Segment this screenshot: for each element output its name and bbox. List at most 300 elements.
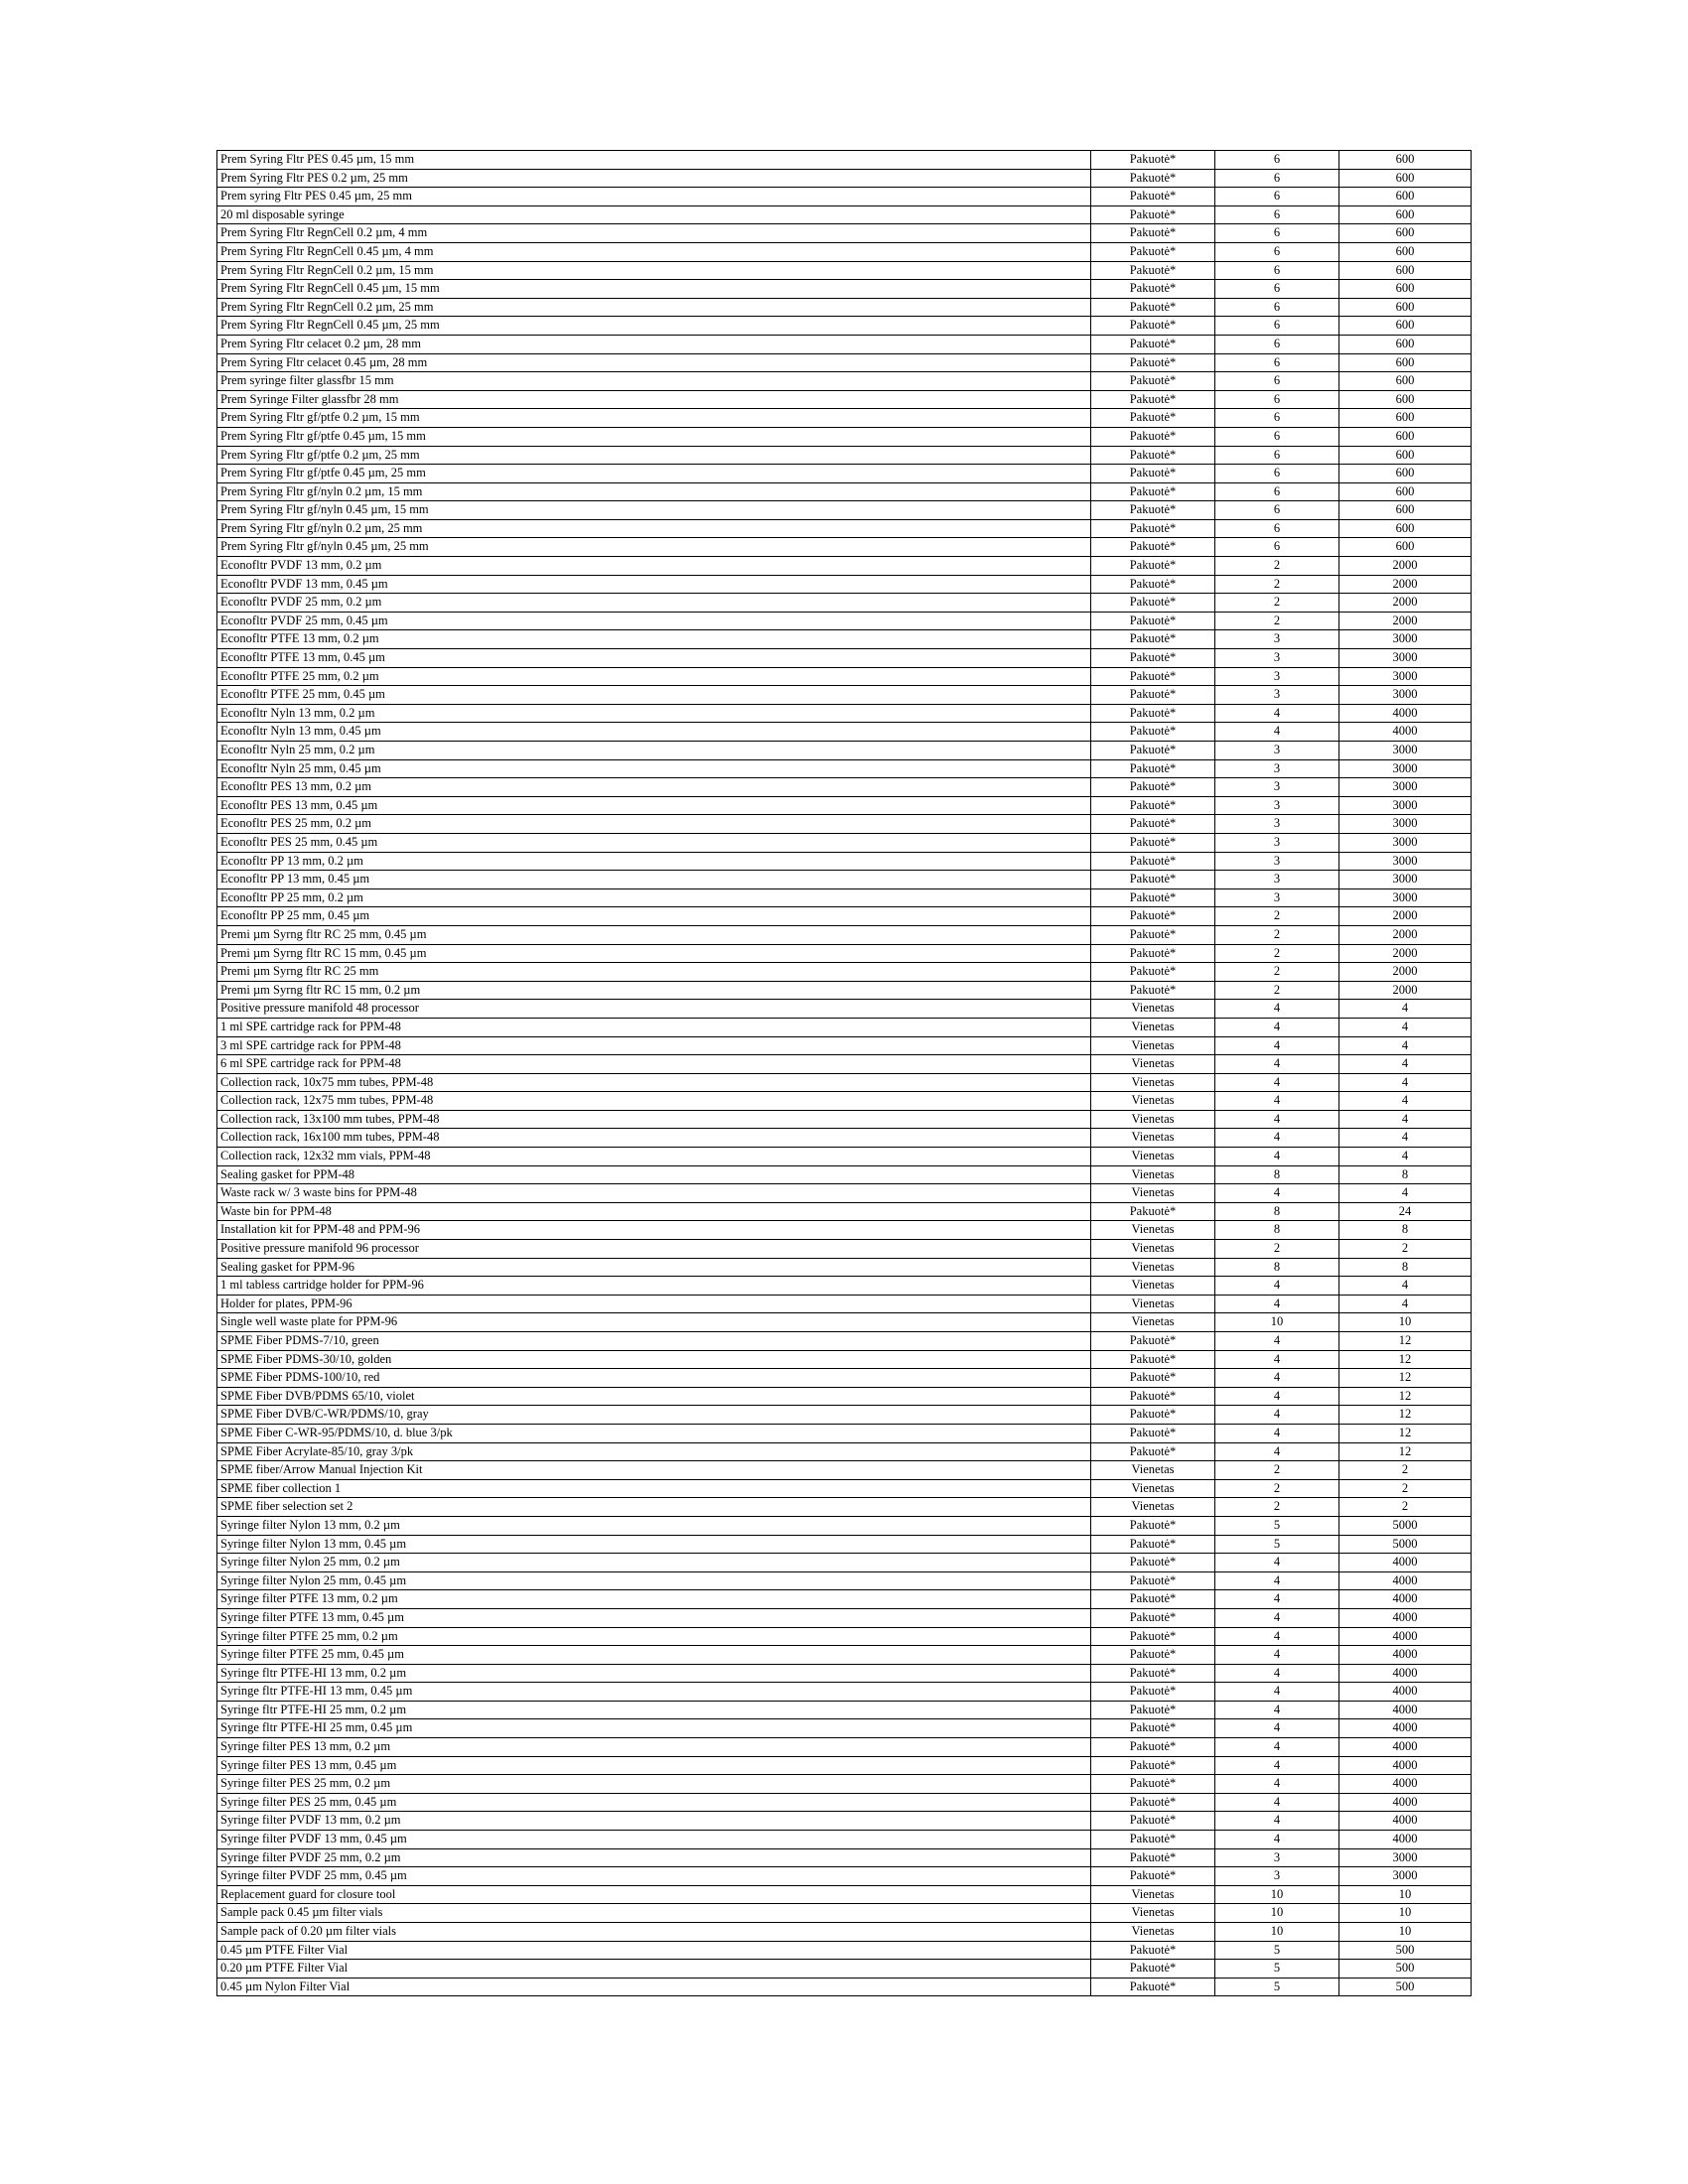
- quantity-cell: 4: [1215, 1148, 1339, 1166]
- product-name-cell: Econofltr PTFE 13 mm, 0.45 µm: [217, 649, 1091, 668]
- product-name-cell: Syringe filter Nylon 13 mm, 0.45 µm: [217, 1535, 1091, 1554]
- product-name-cell: 0.45 µm PTFE Filter Vial: [217, 1941, 1091, 1960]
- unit-cell: Pakuotė*: [1091, 353, 1215, 372]
- unit-cell: Vienetas: [1091, 1885, 1215, 1904]
- product-name-cell: Collection rack, 16x100 mm tubes, PPM-48: [217, 1129, 1091, 1148]
- unit-cell: Pakuotė*: [1091, 963, 1215, 982]
- table-row: [217, 925, 1472, 944]
- table-row: [217, 1571, 1472, 1590]
- quantity-cell: 6: [1215, 261, 1339, 280]
- quantity-cell: 2: [1215, 612, 1339, 630]
- product-name-cell: SPME Fiber DVB/PDMS 65/10, violet: [217, 1387, 1091, 1406]
- table-row: [217, 1554, 1472, 1572]
- table-row: [217, 465, 1472, 483]
- total-cell: 3000: [1339, 759, 1472, 778]
- table-row: [217, 1608, 1472, 1627]
- quantity-cell: 3: [1215, 888, 1339, 907]
- table-row: [217, 1627, 1472, 1646]
- quantity-cell: 4: [1215, 1000, 1339, 1019]
- product-name-cell: Prem Syring Fltr RegnCell 0.45 µm, 25 mm: [217, 317, 1091, 336]
- table-row: [217, 1683, 1472, 1702]
- unit-cell: Pakuotė*: [1091, 852, 1215, 871]
- total-cell: 3000: [1339, 815, 1472, 834]
- quantity-cell: 2: [1215, 944, 1339, 963]
- quantity-cell: 10: [1215, 1313, 1339, 1332]
- product-name-cell: Prem Syringe Filter glassfbr 28 mm: [217, 390, 1091, 409]
- product-name-cell: Waste bin for PPM-48: [217, 1202, 1091, 1221]
- total-cell: 2000: [1339, 594, 1472, 613]
- unit-cell: Vienetas: [1091, 1313, 1215, 1332]
- unit-cell: Pakuotė*: [1091, 907, 1215, 926]
- product-name-cell: Premi µm Syrng fltr RC 15 mm, 0.45 µm: [217, 944, 1091, 963]
- unit-cell: Pakuotė*: [1091, 815, 1215, 834]
- quantity-cell: 6: [1215, 317, 1339, 336]
- product-name-cell: Econofltr PES 13 mm, 0.2 µm: [217, 778, 1091, 797]
- quantity-cell: 2: [1215, 981, 1339, 1000]
- quantity-cell: 3: [1215, 778, 1339, 797]
- unit-cell: Pakuotė*: [1091, 575, 1215, 594]
- total-cell: 4000: [1339, 1590, 1472, 1609]
- quantity-cell: 4: [1215, 1406, 1339, 1425]
- table-row: [217, 1165, 1472, 1184]
- total-cell: 3000: [1339, 833, 1472, 852]
- table-row: [217, 317, 1472, 336]
- unit-cell: Vienetas: [1091, 1904, 1215, 1923]
- table-row: [217, 1516, 1472, 1535]
- table-row: [217, 280, 1472, 299]
- quantity-cell: 10: [1215, 1923, 1339, 1942]
- total-cell: 10: [1339, 1904, 1472, 1923]
- product-name-cell: Positive pressure manifold 48 processor: [217, 1000, 1091, 1019]
- quantity-cell: 4: [1215, 1590, 1339, 1609]
- unit-cell: Pakuotė*: [1091, 317, 1215, 336]
- unit-cell: Pakuotė*: [1091, 465, 1215, 483]
- product-name-cell: Single well waste plate for PPM-96: [217, 1313, 1091, 1332]
- product-name-cell: Econofltr PP 13 mm, 0.45 µm: [217, 871, 1091, 889]
- quantity-cell: 4: [1215, 1646, 1339, 1665]
- quantity-cell: 3: [1215, 742, 1339, 760]
- product-name-cell: Syringe fltr PTFE-HI 13 mm, 0.45 µm: [217, 1683, 1091, 1702]
- unit-cell: Vienetas: [1091, 1055, 1215, 1074]
- product-name-cell: Replacement guard for closure tool: [217, 1885, 1091, 1904]
- quantity-cell: 4: [1215, 1775, 1339, 1794]
- unit-cell: Vienetas: [1091, 1110, 1215, 1129]
- quantity-cell: 3: [1215, 759, 1339, 778]
- product-name-cell: Syringe filter PVDF 25 mm, 0.2 µm: [217, 1848, 1091, 1867]
- product-name-cell: Prem Syring Fltr RegnCell 0.2 µm, 4 mm: [217, 224, 1091, 243]
- quantity-cell: 3: [1215, 667, 1339, 686]
- total-cell: 3000: [1339, 1867, 1472, 1886]
- total-cell: 2: [1339, 1498, 1472, 1517]
- total-cell: 5000: [1339, 1516, 1472, 1535]
- unit-cell: Pakuotė*: [1091, 224, 1215, 243]
- quantity-cell: 6: [1215, 501, 1339, 520]
- quantity-cell: 2: [1215, 1461, 1339, 1480]
- total-cell: 600: [1339, 298, 1472, 317]
- total-cell: 2000: [1339, 557, 1472, 576]
- total-cell: 12: [1339, 1332, 1472, 1351]
- quantity-cell: 6: [1215, 335, 1339, 353]
- total-cell: 12: [1339, 1369, 1472, 1388]
- unit-cell: Vienetas: [1091, 1221, 1215, 1240]
- total-cell: 4000: [1339, 1571, 1472, 1590]
- table-row: [217, 1812, 1472, 1831]
- total-cell: 4: [1339, 1148, 1472, 1166]
- table-row: [217, 981, 1472, 1000]
- unit-cell: Pakuotė*: [1091, 1646, 1215, 1665]
- unit-cell: Vienetas: [1091, 1018, 1215, 1036]
- product-name-cell: Syringe filter PTFE 13 mm, 0.45 µm: [217, 1608, 1091, 1627]
- table-row: [217, 1923, 1472, 1942]
- table-row: [217, 963, 1472, 982]
- unit-cell: Pakuotė*: [1091, 1719, 1215, 1738]
- total-cell: 10: [1339, 1923, 1472, 1942]
- product-name-cell: Syringe filter PES 25 mm, 0.2 µm: [217, 1775, 1091, 1794]
- table-row: [217, 427, 1472, 446]
- total-cell: 600: [1339, 169, 1472, 188]
- total-cell: 600: [1339, 280, 1472, 299]
- product-name-cell: Prem Syring Fltr gf/ptfe 0.2 µm, 25 mm: [217, 446, 1091, 465]
- unit-cell: Pakuotė*: [1091, 205, 1215, 224]
- unit-cell: Pakuotė*: [1091, 778, 1215, 797]
- table-row: [217, 538, 1472, 557]
- table-row: [217, 205, 1472, 224]
- quantity-cell: 4: [1215, 1424, 1339, 1442]
- unit-cell: Pakuotė*: [1091, 409, 1215, 428]
- product-name-cell: Prem syringe filter glassfbr 15 mm: [217, 372, 1091, 391]
- total-cell: 600: [1339, 151, 1472, 170]
- product-name-cell: Prem Syring Fltr gf/ptfe 0.2 µm, 15 mm: [217, 409, 1091, 428]
- product-name-cell: 6 ml SPE cartridge rack for PPM-48: [217, 1055, 1091, 1074]
- product-name-cell: Prem Syring Fltr RegnCell 0.45 µm, 4 mm: [217, 242, 1091, 261]
- product-name-cell: Econofltr PVDF 25 mm, 0.45 µm: [217, 612, 1091, 630]
- total-cell: 4000: [1339, 1683, 1472, 1702]
- total-cell: 4000: [1339, 1664, 1472, 1683]
- total-cell: 10: [1339, 1313, 1472, 1332]
- total-cell: 3000: [1339, 888, 1472, 907]
- table-row: [217, 1406, 1472, 1425]
- product-name-cell: Collection rack, 13x100 mm tubes, PPM-48: [217, 1110, 1091, 1129]
- table-row: [217, 871, 1472, 889]
- product-name-cell: Premi µm Syrng fltr RC 15 mm, 0.2 µm: [217, 981, 1091, 1000]
- table-row: [217, 1129, 1472, 1148]
- table-row: [217, 1719, 1472, 1738]
- total-cell: 3000: [1339, 871, 1472, 889]
- total-cell: 600: [1339, 409, 1472, 428]
- unit-cell: Pakuotė*: [1091, 1535, 1215, 1554]
- table-row: [217, 1369, 1472, 1388]
- quantity-cell: 6: [1215, 280, 1339, 299]
- table-row: [217, 151, 1472, 170]
- table-row: [217, 907, 1472, 926]
- table-row: [217, 649, 1472, 668]
- product-name-cell: Prem Syring Fltr RegnCell 0.2 µm, 15 mm: [217, 261, 1091, 280]
- total-cell: 8: [1339, 1165, 1472, 1184]
- table-row: [217, 519, 1472, 538]
- unit-cell: Pakuotė*: [1091, 667, 1215, 686]
- quantity-cell: 4: [1215, 1092, 1339, 1111]
- quantity-cell: 6: [1215, 224, 1339, 243]
- product-name-cell: Syringe filter PTFE 25 mm, 0.45 µm: [217, 1646, 1091, 1665]
- product-name-cell: Prem syring Fltr PES 0.45 µm, 25 mm: [217, 188, 1091, 206]
- quantity-cell: 6: [1215, 519, 1339, 538]
- quantity-cell: 3: [1215, 1867, 1339, 1886]
- total-cell: 3000: [1339, 686, 1472, 705]
- quantity-cell: 3: [1215, 852, 1339, 871]
- quantity-cell: 4: [1215, 1055, 1339, 1074]
- product-name-cell: Prem Syring Fltr PES 0.45 µm, 15 mm: [217, 151, 1091, 170]
- product-name-cell: Econofltr PTFE 25 mm, 0.45 µm: [217, 686, 1091, 705]
- unit-cell: Pakuotė*: [1091, 1590, 1215, 1609]
- table-row: [217, 1590, 1472, 1609]
- table-row: [217, 298, 1472, 317]
- product-name-cell: Econofltr Nyln 13 mm, 0.2 µm: [217, 704, 1091, 723]
- table-row: [217, 1461, 1472, 1480]
- total-cell: 3000: [1339, 649, 1472, 668]
- table-row: [217, 833, 1472, 852]
- table-row: [217, 1092, 1472, 1111]
- quantity-cell: 6: [1215, 151, 1339, 170]
- product-name-cell: Syringe filter PTFE 13 mm, 0.2 µm: [217, 1590, 1091, 1609]
- product-name-cell: Syringe filter PVDF 25 mm, 0.45 µm: [217, 1867, 1091, 1886]
- product-name-cell: Prem Syring Fltr gf/nyln 0.2 µm, 25 mm: [217, 519, 1091, 538]
- quantity-cell: 3: [1215, 833, 1339, 852]
- unit-cell: Pakuotė*: [1091, 1387, 1215, 1406]
- total-cell: 4: [1339, 1110, 1472, 1129]
- quantity-cell: 4: [1215, 1738, 1339, 1757]
- unit-cell: Pakuotė*: [1091, 1571, 1215, 1590]
- unit-cell: Pakuotė*: [1091, 1406, 1215, 1425]
- quantity-cell: 2: [1215, 925, 1339, 944]
- quantity-cell: 4: [1215, 1332, 1339, 1351]
- quantity-cell: 6: [1215, 188, 1339, 206]
- table-row: [217, 446, 1472, 465]
- product-name-cell: Econofltr Nyln 13 mm, 0.45 µm: [217, 723, 1091, 742]
- quantity-cell: 3: [1215, 686, 1339, 705]
- unit-cell: Vienetas: [1091, 1258, 1215, 1277]
- product-name-cell: SPME Fiber PDMS-100/10, red: [217, 1369, 1091, 1388]
- product-name-cell: Sealing gasket for PPM-96: [217, 1258, 1091, 1277]
- unit-cell: Pakuotė*: [1091, 169, 1215, 188]
- total-cell: 600: [1339, 465, 1472, 483]
- total-cell: 4: [1339, 1055, 1472, 1074]
- quantity-cell: 4: [1215, 1295, 1339, 1313]
- quantity-cell: 4: [1215, 1387, 1339, 1406]
- unit-cell: Pakuotė*: [1091, 888, 1215, 907]
- table-row: [217, 501, 1472, 520]
- table-row: [217, 1036, 1472, 1055]
- table-row: [217, 1831, 1472, 1849]
- total-cell: 8: [1339, 1221, 1472, 1240]
- unit-cell: Pakuotė*: [1091, 759, 1215, 778]
- total-cell: 4000: [1339, 1756, 1472, 1775]
- table-row: [217, 335, 1472, 353]
- table-row: [217, 224, 1472, 243]
- table-row: [217, 169, 1472, 188]
- total-cell: 4: [1339, 1073, 1472, 1092]
- product-name-cell: Syringe fltr PTFE-HI 13 mm, 0.2 µm: [217, 1664, 1091, 1683]
- total-cell: 500: [1339, 1941, 1472, 1960]
- product-name-cell: Syringe filter PES 13 mm, 0.2 µm: [217, 1738, 1091, 1757]
- table-row: [217, 1775, 1472, 1794]
- total-cell: 500: [1339, 1978, 1472, 1996]
- quantity-cell: 4: [1215, 1350, 1339, 1369]
- table-row: [217, 630, 1472, 649]
- product-name-cell: Syringe filter PVDF 13 mm, 0.45 µm: [217, 1831, 1091, 1849]
- table-row: [217, 261, 1472, 280]
- table-row: [217, 1442, 1472, 1461]
- unit-cell: Vienetas: [1091, 1184, 1215, 1203]
- total-cell: 600: [1339, 335, 1472, 353]
- unit-cell: Vienetas: [1091, 1240, 1215, 1259]
- total-cell: 2000: [1339, 944, 1472, 963]
- total-cell: 600: [1339, 224, 1472, 243]
- quantity-cell: 4: [1215, 1554, 1339, 1572]
- table-row: [217, 667, 1472, 686]
- total-cell: 2000: [1339, 925, 1472, 944]
- total-cell: 600: [1339, 317, 1472, 336]
- total-cell: 600: [1339, 446, 1472, 465]
- quantity-cell: 3: [1215, 649, 1339, 668]
- quantity-cell: 2: [1215, 594, 1339, 613]
- table-row: [217, 1978, 1472, 1996]
- total-cell: 3000: [1339, 1848, 1472, 1867]
- table-row: [217, 742, 1472, 760]
- quantity-cell: 5: [1215, 1960, 1339, 1979]
- product-name-cell: Prem Syring Fltr gf/ptfe 0.45 µm, 25 mm: [217, 465, 1091, 483]
- unit-cell: Vienetas: [1091, 1148, 1215, 1166]
- unit-cell: Vienetas: [1091, 1923, 1215, 1942]
- unit-cell: Pakuotė*: [1091, 298, 1215, 317]
- unit-cell: Pakuotė*: [1091, 1664, 1215, 1683]
- quantity-cell: 6: [1215, 169, 1339, 188]
- quantity-cell: 2: [1215, 575, 1339, 594]
- unit-cell: Pakuotė*: [1091, 1332, 1215, 1351]
- unit-cell: Pakuotė*: [1091, 944, 1215, 963]
- unit-cell: Vienetas: [1091, 1165, 1215, 1184]
- table-row: [217, 612, 1472, 630]
- total-cell: 600: [1339, 261, 1472, 280]
- unit-cell: Vienetas: [1091, 1073, 1215, 1092]
- unit-cell: Vienetas: [1091, 1092, 1215, 1111]
- unit-cell: Vienetas: [1091, 1036, 1215, 1055]
- total-cell: 4: [1339, 1036, 1472, 1055]
- unit-cell: Pakuotė*: [1091, 1738, 1215, 1757]
- unit-cell: Pakuotė*: [1091, 390, 1215, 409]
- quantity-cell: 3: [1215, 815, 1339, 834]
- unit-cell: Pakuotė*: [1091, 649, 1215, 668]
- quantity-cell: 6: [1215, 353, 1339, 372]
- product-name-cell: Sample pack 0.45 µm filter vials: [217, 1904, 1091, 1923]
- product-name-cell: Prem Syring Fltr gf/ptfe 0.45 µm, 15 mm: [217, 427, 1091, 446]
- unit-cell: Pakuotė*: [1091, 630, 1215, 649]
- unit-cell: Pakuotė*: [1091, 1812, 1215, 1831]
- table-row: [217, 686, 1472, 705]
- table-row: [217, 1295, 1472, 1313]
- product-name-cell: Prem Syring Fltr celacet 0.45 µm, 28 mm: [217, 353, 1091, 372]
- product-name-cell: SPME fiber selection set 2: [217, 1498, 1091, 1517]
- table-row: [217, 1313, 1472, 1332]
- product-name-cell: Sample pack of 0.20 µm filter vials: [217, 1923, 1091, 1942]
- quantity-cell: 5: [1215, 1535, 1339, 1554]
- product-name-cell: SPME fiber/Arrow Manual Injection Kit: [217, 1461, 1091, 1480]
- unit-cell: Vienetas: [1091, 1277, 1215, 1296]
- table-row: [217, 575, 1472, 594]
- table-row: [217, 1055, 1472, 1074]
- table-row: [217, 1424, 1472, 1442]
- quantity-cell: 6: [1215, 372, 1339, 391]
- unit-cell: Vienetas: [1091, 1000, 1215, 1019]
- quantity-cell: 4: [1215, 1756, 1339, 1775]
- table-row: [217, 594, 1472, 613]
- quantity-cell: 2: [1215, 1479, 1339, 1498]
- table-row: [217, 372, 1472, 391]
- table-row: [217, 1867, 1472, 1886]
- total-cell: 4: [1339, 1295, 1472, 1313]
- unit-cell: Pakuotė*: [1091, 1516, 1215, 1535]
- unit-cell: Pakuotė*: [1091, 372, 1215, 391]
- total-cell: 3000: [1339, 796, 1472, 815]
- unit-cell: Pakuotė*: [1091, 833, 1215, 852]
- total-cell: 3000: [1339, 778, 1472, 797]
- product-name-cell: 1 ml SPE cartridge rack for PPM-48: [217, 1018, 1091, 1036]
- unit-cell: Pakuotė*: [1091, 594, 1215, 613]
- table-row: [217, 1184, 1472, 1203]
- product-name-cell: Collection rack, 12x32 mm vials, PPM-48: [217, 1148, 1091, 1166]
- quantity-cell: 4: [1215, 1369, 1339, 1388]
- unit-cell: Pakuotė*: [1091, 981, 1215, 1000]
- total-cell: 4000: [1339, 1831, 1472, 1849]
- product-name-cell: Syringe filter Nylon 13 mm, 0.2 µm: [217, 1516, 1091, 1535]
- product-name-cell: Econofltr PVDF 13 mm, 0.45 µm: [217, 575, 1091, 594]
- quantity-cell: 6: [1215, 409, 1339, 428]
- unit-cell: Pakuotė*: [1091, 1775, 1215, 1794]
- total-cell: 4000: [1339, 1627, 1472, 1646]
- quantity-cell: 5: [1215, 1978, 1339, 1996]
- quantity-cell: 4: [1215, 704, 1339, 723]
- quantity-cell: 4: [1215, 723, 1339, 742]
- total-cell: 4000: [1339, 704, 1472, 723]
- total-cell: 24: [1339, 1202, 1472, 1221]
- quantity-cell: 6: [1215, 298, 1339, 317]
- total-cell: 2: [1339, 1240, 1472, 1259]
- quantity-cell: 6: [1215, 242, 1339, 261]
- quantity-cell: 3: [1215, 871, 1339, 889]
- table-row: [217, 242, 1472, 261]
- table-row: [217, 1646, 1472, 1665]
- total-cell: 3000: [1339, 742, 1472, 760]
- product-name-cell: Collection rack, 10x75 mm tubes, PPM-48: [217, 1073, 1091, 1092]
- unit-cell: Pakuotė*: [1091, 686, 1215, 705]
- unit-cell: Pakuotė*: [1091, 1960, 1215, 1979]
- total-cell: 10: [1339, 1885, 1472, 1904]
- table-row: [217, 1148, 1472, 1166]
- unit-cell: Pakuotė*: [1091, 1202, 1215, 1221]
- total-cell: 500: [1339, 1960, 1472, 1979]
- table-row: [217, 390, 1472, 409]
- quantity-cell: 6: [1215, 446, 1339, 465]
- product-table: [216, 150, 1472, 1996]
- unit-cell: Pakuotė*: [1091, 1627, 1215, 1646]
- table-row: [217, 1387, 1472, 1406]
- table-row: [217, 1202, 1472, 1221]
- total-cell: 600: [1339, 205, 1472, 224]
- table-row: [217, 1738, 1472, 1757]
- table-row: [217, 1479, 1472, 1498]
- total-cell: 4000: [1339, 1719, 1472, 1738]
- product-name-cell: Prem Syring Fltr PES 0.2 µm, 25 mm: [217, 169, 1091, 188]
- product-name-cell: Econofltr PES 13 mm, 0.45 µm: [217, 796, 1091, 815]
